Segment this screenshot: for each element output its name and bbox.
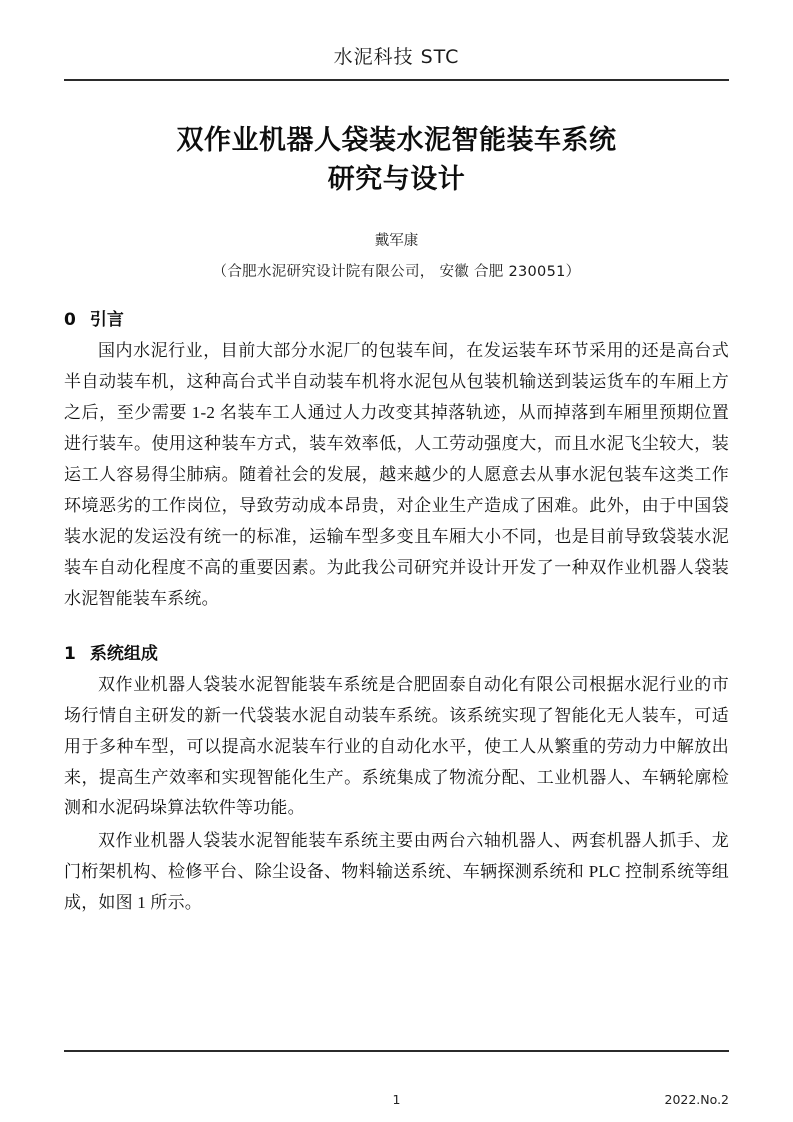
author-list: 戴军康 [374,233,419,250]
author-affiliation: （合肥水泥研究设计院有限公司， 安徽 合肥 230051） [212,264,581,281]
title-line-1: 双作业机器人袋装水泥智能装车系统 [176,125,617,156]
section-number-0: 0 [64,310,76,331]
running-head-title: 水泥科技 STC [333,46,460,68]
paragraph: 双作业机器人袋装水泥智能装车系统主要由两台六轴机器人、两套机器人抓手、龙门桁架机构、检修平台、除尘设备、物料输送系统、车辆探测系统和 PLC 控制系统等组成，如图 1 所示。 [64,831,729,913]
section-heading-0 [64,305,729,330]
section-title-1: 系统组成 [89,643,158,664]
paragraph: 双作业机器人袋装水泥智能装车系统是合肥固泰自动化有限公司根据水泥行业的市场行情自主研发的新一代袋装水泥自动装车系统。该系统实现了智能化无人装车，可适用于多种车型，可以提高水泥装车行业的自动化水平，使工人从繁重的劳动力中解放出来，提高生产效率和实现智能化生产。系统集成了物流分配、工业机器人、车辆轮廓检测和水泥码垛算法软件等功能。 [64,674,729,818]
section-title-0: 引言 [89,310,124,331]
title-line-2: 研究与设计 [327,164,466,196]
paragraph: 国内水泥行业，目前大部分水泥厂的包装车间，在发运装车环节采用的还是高台式半自动装车机，这种高台式半自动装车机将水泥包从包装机输送到装运货车的车厢上方之后，至少需要 1-2 名装车工人通过人力改变其掉落轨迹，从而掉落到车厢里预期位置进行装车。使用这种装车方式，装车效率低，人工劳动强度大，而且水泥飞尘较大，装运工人容易得尘肺病。随着社会的发展，越来越少的人愿意去从事水泥包装车这类工作环境恶劣的工作岗位，导致劳动成本昂贵，对企业生产造成了困难。此外，由于中国袋装水泥的发运没有统一的标准，运输车型多变且车厢大小不同，也是目前导致袋装水泥装车自动化程度不高的重要因素。为此我公司研究并设计开发了一种双作业机器人袋装水泥智能装车系统。 [64,341,729,608]
footer-page-number: 1 [392,1092,401,1107]
footer-divider [64,1050,729,1052]
section-heading-1 [64,639,729,664]
section-number-1: 1 [64,643,76,664]
footer-issue: 2022.No.2 [664,1092,729,1107]
page-title [64,121,729,199]
header-divider [64,79,729,81]
running-head [64,0,729,81]
